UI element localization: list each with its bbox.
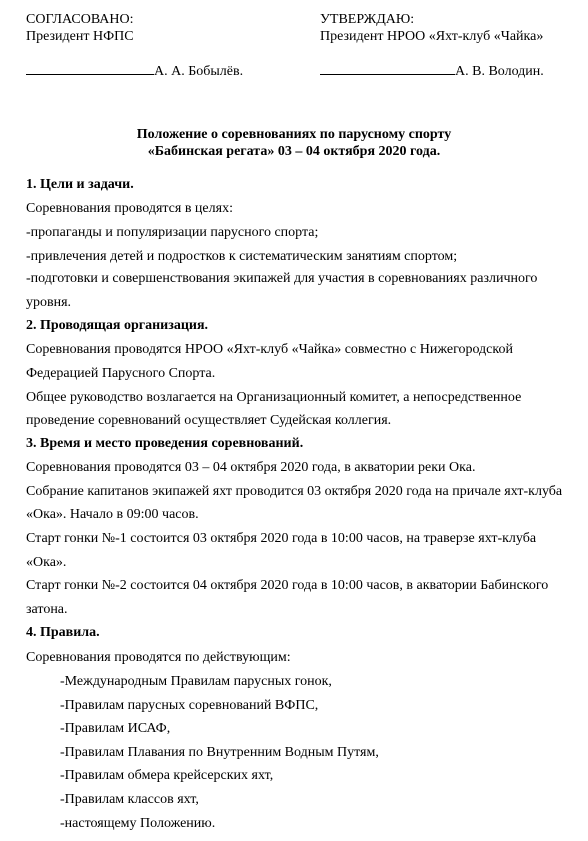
signature-line bbox=[320, 61, 455, 75]
list-item: -настоящему Положению. bbox=[60, 816, 216, 831]
approved-name: А. А. Бобылёв. bbox=[154, 64, 244, 79]
confirmed-signature bbox=[320, 61, 544, 79]
confirmed-name: А. В. Володин. bbox=[455, 64, 544, 79]
paragraph-line: Соревнования проводятся в целях: bbox=[26, 201, 233, 216]
paragraph-line: проведение соревнований осуществляет Судейская коллегия. bbox=[26, 413, 392, 428]
paragraph-line: Старт гонки №-1 состоится 03 октября 2020 года в 10:00 часов, на траверзе яхт-клуба bbox=[26, 531, 537, 546]
section-heading: 1. Цели и задачи. bbox=[26, 177, 134, 192]
list-item: -Правилам Плавания по Внутренним Водным Путям, bbox=[60, 745, 379, 760]
paragraph-line: -пропаганды и популяризации парусного спорта; bbox=[26, 225, 319, 240]
paragraph-line: затона. bbox=[26, 602, 68, 617]
approved-caption: СОГЛАСОВАНО: bbox=[26, 12, 134, 27]
list-item: -Правилам ИСАФ, bbox=[60, 721, 171, 736]
document-title-line1: Положение о соревнованиях по парусному спорту bbox=[136, 127, 452, 142]
confirmed-caption: УТВЕРЖДАЮ: bbox=[320, 12, 415, 27]
signature-line bbox=[26, 61, 154, 75]
list-item: -Международным Правилам парусных гонок, bbox=[60, 674, 332, 689]
paragraph-line: Собрание капитанов экипажей яхт проводится 03 октября 2020 года на причале яхт-клуба bbox=[26, 484, 563, 499]
list-item: -Правилам классов яхт, bbox=[60, 792, 199, 807]
approved-signature bbox=[26, 61, 243, 79]
paragraph-line: «Ока». bbox=[26, 555, 67, 570]
section-heading: 3. Время и место проведения соревнований. bbox=[26, 436, 304, 451]
paragraph-line: -привлечения детей и подростков к систематическим занятиям спортом; bbox=[26, 249, 458, 264]
section-heading: 2. Проводящая организация. bbox=[26, 318, 209, 333]
approved-position: Президент НФПС bbox=[26, 29, 134, 44]
paragraph-line: Старт гонки №-2 состоится 04 октября 2020 года в 10:00 часов, в акватории Бабинского bbox=[26, 578, 549, 593]
paragraph-line: «Ока». Начало в 09:00 часов. bbox=[26, 507, 199, 522]
list-item: -Правилам обмера крейсерских яхт, bbox=[60, 768, 274, 783]
confirmed-position: Президент НРОО «Яхт-клуб «Чайка» bbox=[320, 29, 544, 44]
paragraph-line: Общее руководство возлагается на Организационный комитет, а непосредственное bbox=[26, 390, 522, 405]
paragraph-line: уровня. bbox=[26, 295, 72, 310]
paragraph-line: Федерацией Парусного Спорта. bbox=[26, 366, 216, 381]
section-heading: 4. Правила. bbox=[26, 625, 100, 640]
paragraph-line: Соревнования проводятся по действующим: bbox=[26, 650, 291, 665]
paragraph-line: -подготовки и совершенствования экипажей для участия в соревнованиях различного bbox=[26, 271, 538, 286]
paragraph-line: Соревнования проводятся НРОО «Яхт-клуб «Чайка» совместно с Нижегородской bbox=[26, 342, 513, 357]
list-item: -Правилам парусных соревнований ВФПС, bbox=[60, 698, 319, 713]
paragraph-line: Соревнования проводятся 03 – 04 октября 2020 года, в акватории реки Ока. bbox=[26, 460, 476, 475]
document-title-line2: «Бабинская регата» 03 – 04 октября 2020 года. bbox=[147, 144, 441, 159]
